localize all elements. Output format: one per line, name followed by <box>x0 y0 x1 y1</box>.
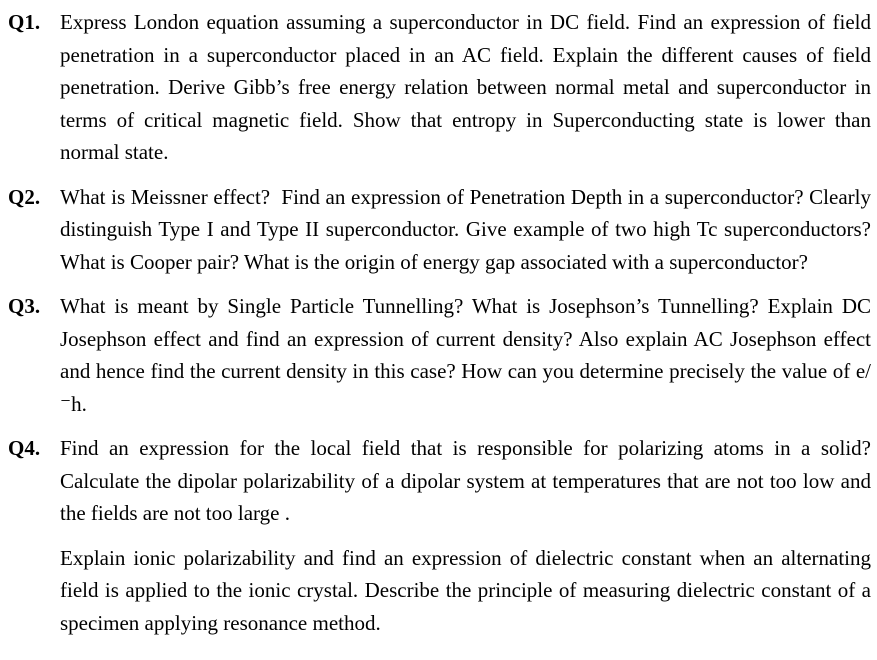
question-text: What is Meissner effect? Find an expression of Penetration Depth in a superconductor? Clearly distinguish Type I and Type II superconductor. Give example of two high Tc superconductors? What is Cooper pair? What is the origin of energy gap associated with a superconductor? <box>60 184 871 274</box>
question-number: Q2. <box>8 184 41 209</box>
question-body <box>60 181 871 279</box>
question-text: Find an expression for the local field that is responsible for polarizing atoms in a solid? Calculate the dipolar polarizability of a dipolar system at temperatures that are not too low and the fields are not too large . <box>60 436 871 525</box>
question-number: Q1. <box>8 10 41 34</box>
question-number: Q4. <box>8 436 41 460</box>
question-number: Q3. <box>8 294 41 318</box>
question-4 <box>8 432 871 639</box>
question-body <box>60 6 871 169</box>
question-text: Express London equation assuming a superconductor in DC field. Find an expression of field penetration in a superconductor placed in an AC field. Explain the different causes of field penetration. Derive Gibb’s free energy relation between normal metal and superconductor in terms of critical magnetic field. Show that entropy in Superconducting state is lower than normal state. <box>60 10 871 164</box>
question-1 <box>8 6 871 169</box>
question-2 <box>8 181 871 279</box>
question-3 <box>8 290 871 420</box>
question-body <box>60 290 871 420</box>
question-text: What is meant by Single Particle Tunnelling? What is Josephson’s Tunnelling? Explain DC Josephson effect and find an expression of current density? Also explain AC Josephson effect and hence find the current density in this case? How can you determine precisely the value of e/⁻h. <box>60 294 871 416</box>
question-body <box>60 432 871 639</box>
question-text-continued: Explain ionic polarizability and find an expression of dielectric constant when an alternating field is applied to the ionic crystal. Describe the principle of measuring dielectric constant of a specimen applying resonance method. <box>60 545 871 635</box>
